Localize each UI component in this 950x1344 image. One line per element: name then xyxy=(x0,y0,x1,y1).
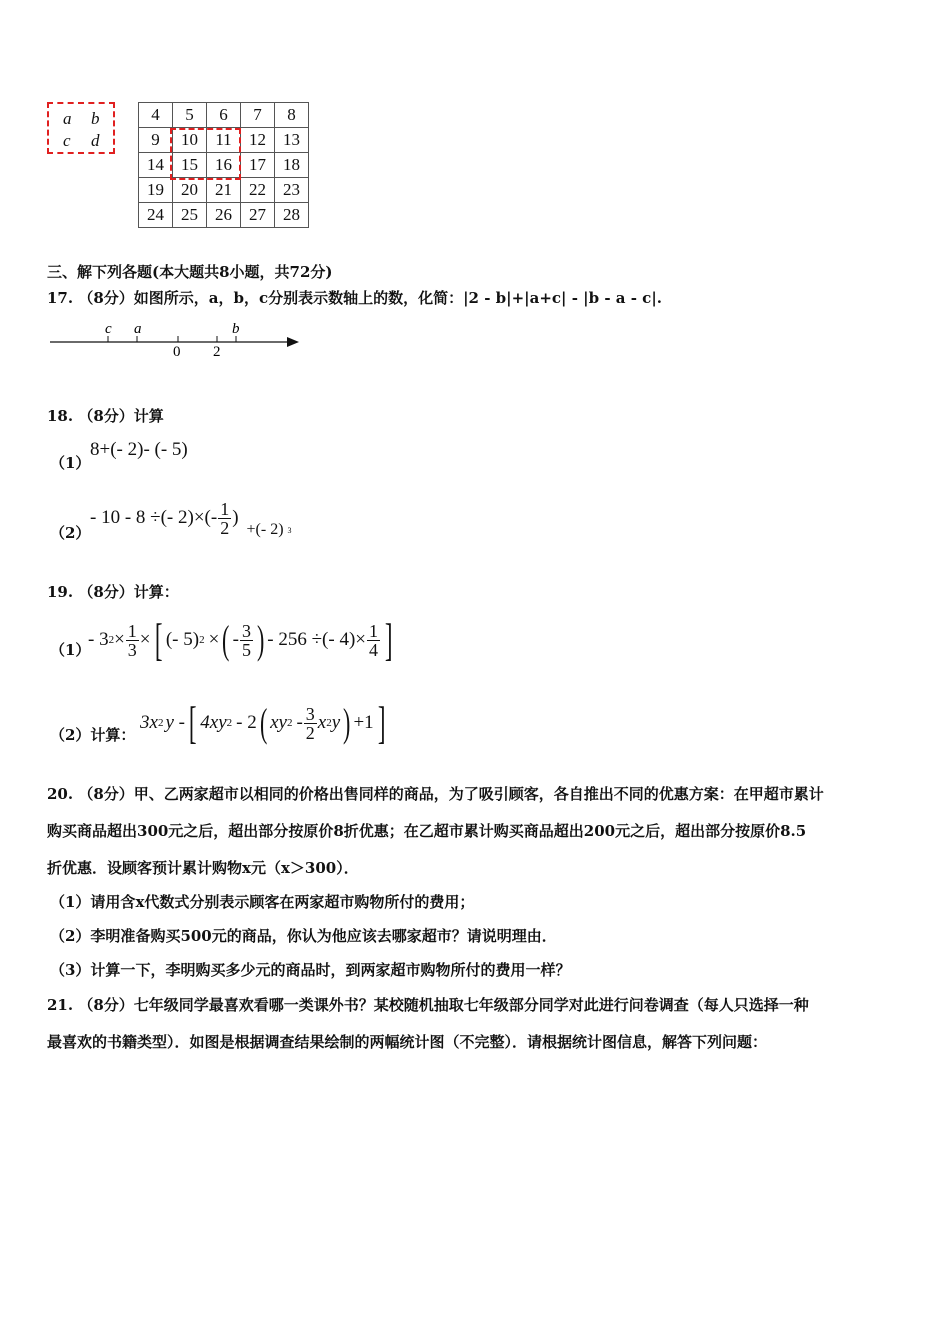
q19-p2-g: x xyxy=(317,712,327,733)
fraction xyxy=(126,622,139,659)
legend-c: c xyxy=(63,131,71,150)
fraction-denominator: 3 xyxy=(127,639,137,660)
grid-cell: 20 xyxy=(173,178,207,203)
q19-p2-e: xy xyxy=(270,712,287,733)
legend-a: a xyxy=(63,109,72,128)
label-a: a xyxy=(134,321,142,337)
grid-cell: 16 xyxy=(207,153,241,178)
q19-p2-d: - 2 xyxy=(236,712,257,733)
right-bracket: ] xyxy=(384,614,393,665)
fraction-numerator: 1 xyxy=(127,620,137,641)
q19-p2-label: （2）计算： xyxy=(50,726,136,744)
exponent: 2 xyxy=(226,717,233,729)
exponent: 2 xyxy=(199,634,205,646)
q20-line1: 20. （8分）甲、乙两家超市以相同的价格出售同样的商品，为了吸引顾客，各自推出不同的优惠方案：在甲超市累计 xyxy=(47,785,824,803)
q18-p2-close: ) xyxy=(232,507,239,528)
q18-p2-label: （2） xyxy=(50,524,91,542)
section-title: 三、解下列各题(本大题共8小题，共72分) xyxy=(47,263,333,281)
legend-b: b xyxy=(91,109,100,128)
q18-p2-exp: 3 xyxy=(287,525,292,535)
q19-p2-h: y xyxy=(331,712,341,733)
fraction xyxy=(304,705,317,742)
number-line xyxy=(45,318,305,360)
q21-line2: 最喜欢的书籍类型）．如图是根据调查结果绘制的两幅统计图（不完整）．请根据统计图信息，解答下列问题： xyxy=(47,1033,768,1051)
legend-d: d xyxy=(91,131,100,150)
right-bracket: ] xyxy=(377,697,386,748)
grid-cell: 22 xyxy=(241,178,275,203)
q17-text: 17. （8分）如图所示，a，b，c分别表示数轴上的数，化简：|2 - b|+|a+c| - |b - a - c|. xyxy=(47,289,662,307)
q20-sub3: （3）计算一下，李明购买多少元的商品时，到两家超市购物所付的费用一样？ xyxy=(50,961,571,979)
right-paren: ) xyxy=(343,700,351,745)
exponent: 2 xyxy=(108,634,115,646)
exponent: 2 xyxy=(326,717,332,729)
q20-sub1: （1）请用含x代数式分别表示顾客在两家超市购物所付的费用； xyxy=(50,893,475,911)
grid-cell: 28 xyxy=(275,203,309,228)
left-paren: ( xyxy=(259,700,268,745)
q19-p1-a: - 3 xyxy=(88,629,109,650)
minus-sign: - xyxy=(232,629,239,650)
fraction xyxy=(367,622,380,659)
fraction-denominator: 4 xyxy=(368,639,378,660)
q19-p2-expr xyxy=(140,697,389,749)
label-c: c xyxy=(105,321,112,337)
fraction-numerator: 3 xyxy=(305,703,315,724)
minus-sign: - xyxy=(296,712,303,733)
label-zero: 0 xyxy=(173,344,181,360)
q19-p1-d: (- 5) xyxy=(165,629,200,650)
q20-line2: 购买商品超出300元之后，超出部分按原价8折优惠；在乙超市累计购买商品超出200元之后，超出部分按原价8.5 xyxy=(47,822,807,840)
q18-p2-tail: +(- 2) xyxy=(246,521,284,538)
grid-cell: 12 xyxy=(241,128,275,153)
legend-box xyxy=(47,102,115,154)
grid-cell: 6 xyxy=(207,103,241,128)
label-two: 2 xyxy=(213,344,221,360)
times-sign: × xyxy=(208,629,220,650)
grid-cell: 15 xyxy=(173,153,207,178)
q19-p2-c: 4xy xyxy=(200,712,227,733)
q19-p2-i: +1 xyxy=(353,712,374,733)
exponent: 2 xyxy=(157,717,164,729)
grid-cell: 18 xyxy=(275,153,309,178)
fraction-denominator: 5 xyxy=(241,639,251,660)
left-bracket: [ xyxy=(188,697,197,748)
q18-p2-expr xyxy=(90,497,292,539)
times-sign: × xyxy=(139,629,151,650)
q18-title: 18. （8分）计算 xyxy=(47,407,164,425)
grid-cell: 9 xyxy=(139,128,173,153)
grid-cell: 21 xyxy=(207,178,241,203)
q20-line3: 折优惠．设顾客预计累计购物x元（x＞300）． xyxy=(47,859,359,877)
fraction-numerator: 1 xyxy=(220,498,230,519)
exponent: 2 xyxy=(286,717,293,729)
grid-cell: 11 xyxy=(207,128,241,153)
grid-cell: 8 xyxy=(275,103,309,128)
right-paren: ) xyxy=(256,617,265,662)
grid-cell: 13 xyxy=(275,128,309,153)
q19-p1-expr xyxy=(88,614,396,666)
fraction-numerator: 1 xyxy=(368,620,378,641)
q19-p2-a: 3x xyxy=(140,712,158,733)
label-b: b xyxy=(232,321,240,337)
grid-cell: 17 xyxy=(241,153,275,178)
q18-p1-label: （1） xyxy=(50,454,91,472)
times-sign: × xyxy=(114,629,125,650)
grid-cell: 5 xyxy=(173,103,207,128)
grid-cell: 14 xyxy=(139,153,173,178)
fraction-denominator: 2 xyxy=(220,517,230,538)
q19-p1-g: - 256 ÷(- 4)× xyxy=(267,629,366,650)
grid-cell: 23 xyxy=(275,178,309,203)
left-paren: ( xyxy=(222,617,230,662)
q18-p2-lead: - 10 - 8 ÷(- 2)×(- xyxy=(90,507,218,528)
grid-highlight-box xyxy=(170,128,241,180)
grid-cell: 19 xyxy=(139,178,173,203)
grid-cell: 26 xyxy=(207,203,241,228)
fraction-denominator: 2 xyxy=(305,722,315,743)
q18-p1-expr: 8+(- 2)- (- 5) xyxy=(90,439,188,460)
q19-title: 19. （8分）计算： xyxy=(47,583,179,601)
grid-cell: 27 xyxy=(241,203,275,228)
grid-cell: 4 xyxy=(139,103,173,128)
q19-p1-label: （1） xyxy=(50,641,91,659)
left-bracket: [ xyxy=(154,614,163,665)
grid-cell: 7 xyxy=(241,103,275,128)
grid-cell: 24 xyxy=(139,203,173,228)
q20-sub2: （2）李明准备购买500元的商品，你认为他应该去哪家超市？请说明理由． xyxy=(50,927,557,945)
fraction-numerator: 3 xyxy=(241,620,251,641)
fraction xyxy=(218,500,231,537)
q19-p2-b: y - xyxy=(165,712,185,733)
q21-line1: 21. （8分）七年级同学最喜欢看哪一类课外书？某校随机抽取七年级部分同学对此进行问卷调查（每人只选择一种 xyxy=(47,996,809,1014)
fraction xyxy=(240,622,253,659)
grid-cell: 25 xyxy=(173,203,207,228)
grid-cell: 10 xyxy=(173,128,207,153)
